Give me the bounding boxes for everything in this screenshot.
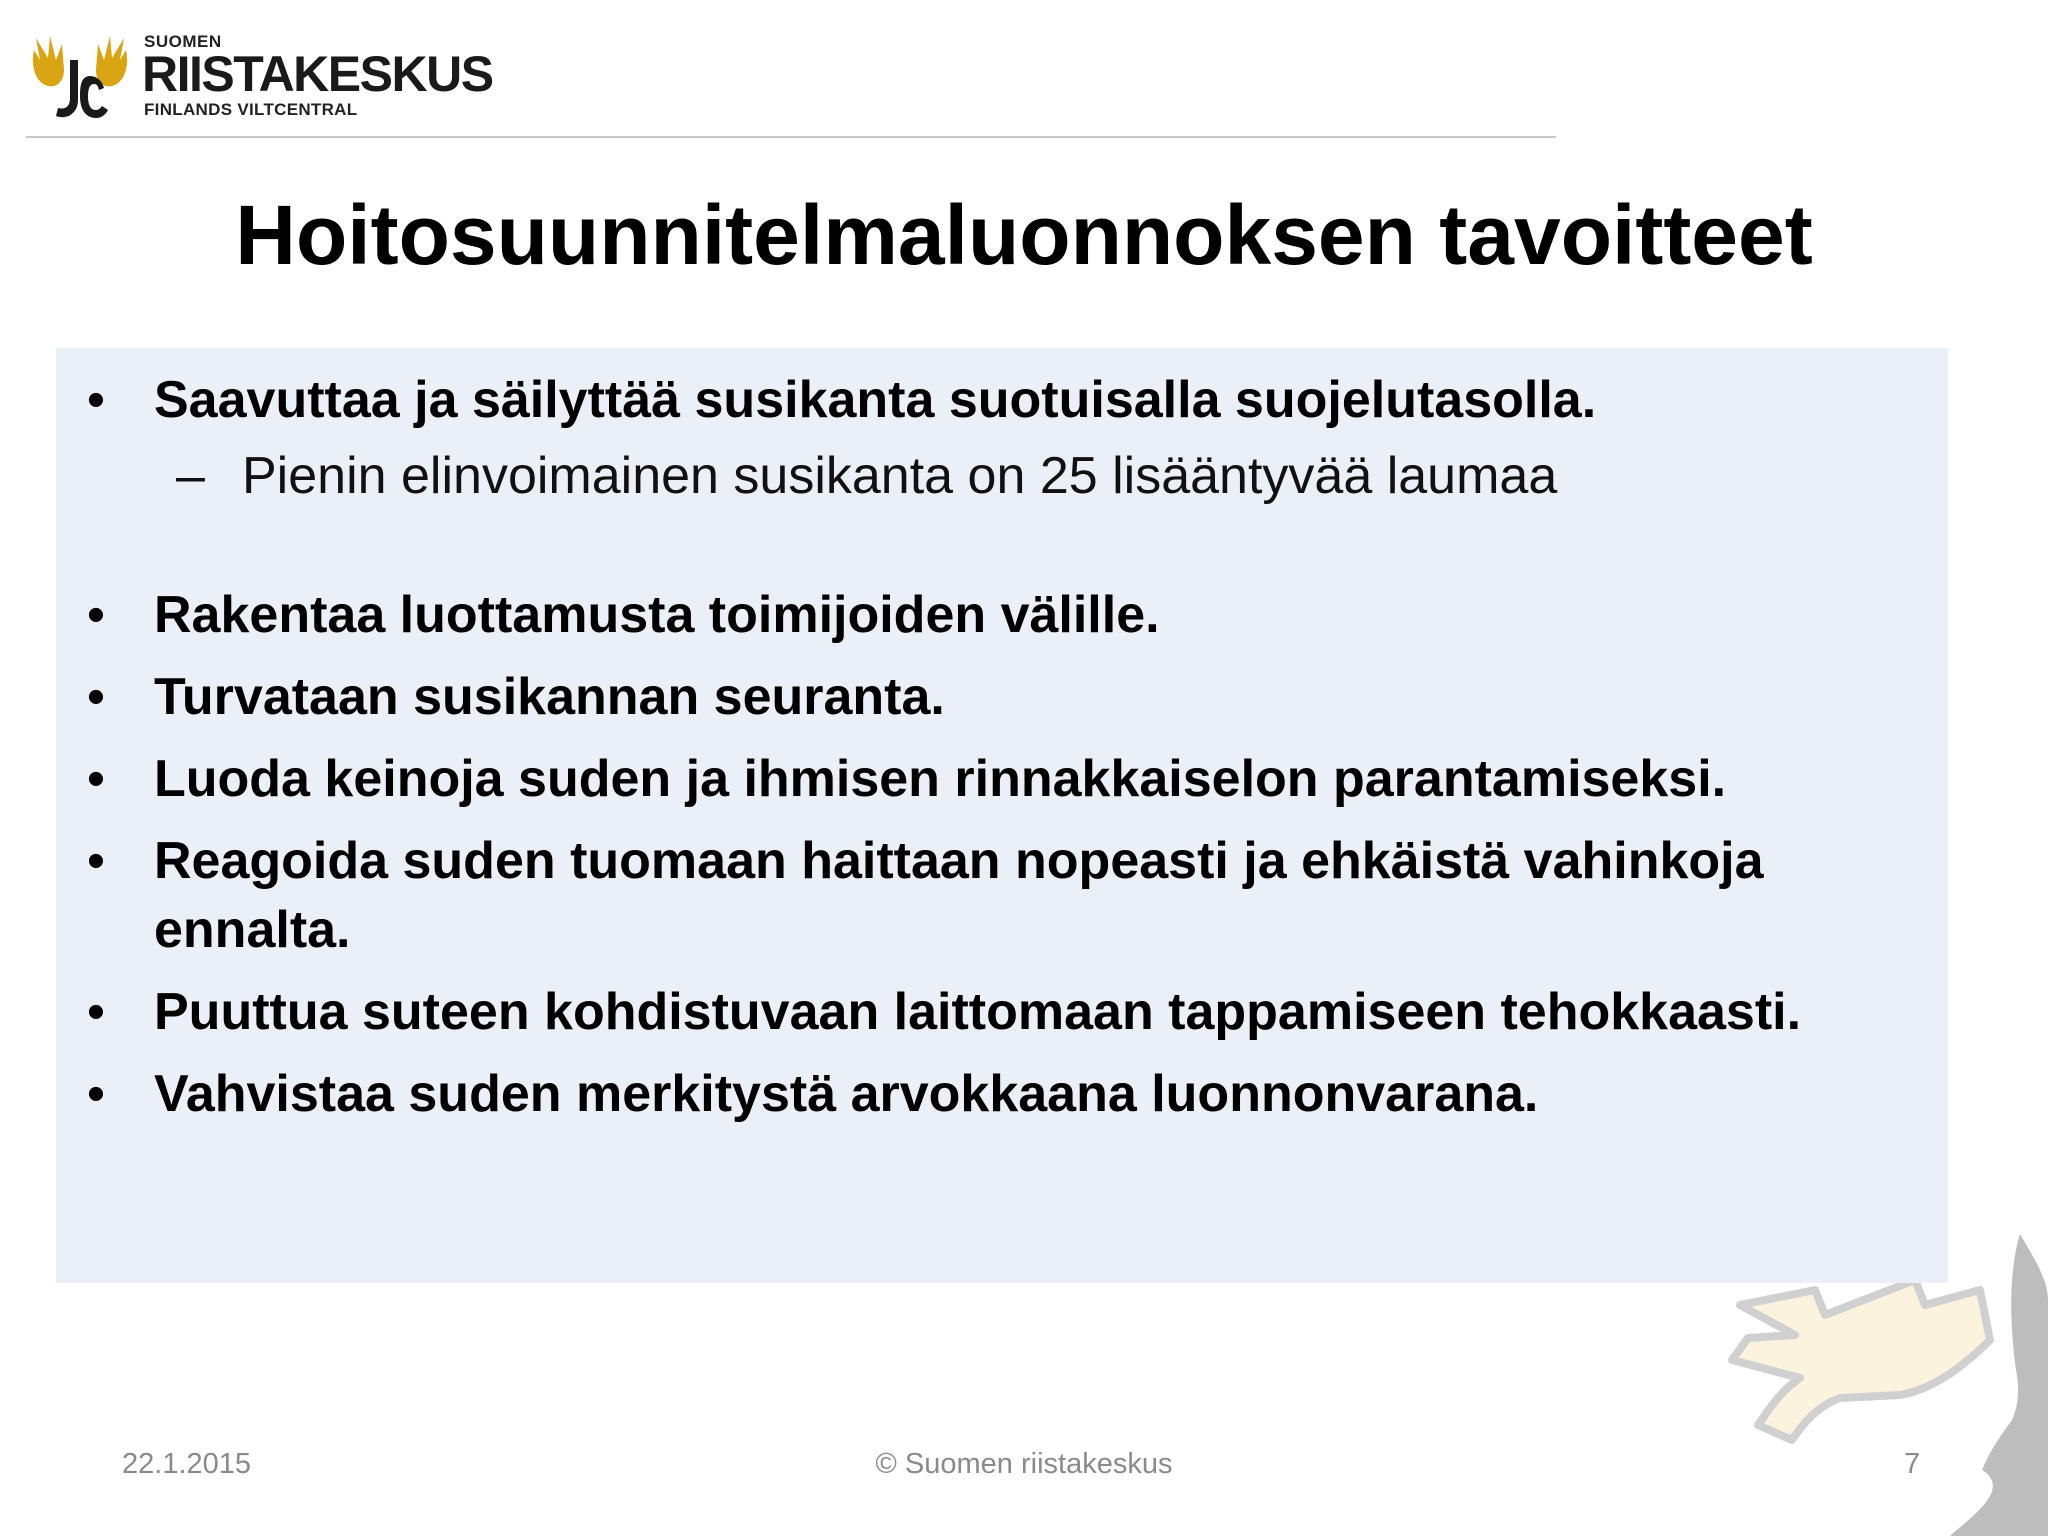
sub-bullet-text: Pienin elinvoimainen susikanta on 25 lisääntyvää laumaa [242,447,1558,505]
footer-copyright: © Suomen riistakeskus [875,1448,1173,1480]
bullet-marker: • [86,832,106,890]
bullet-list [56,366,1948,1142]
organization-logo [26,30,546,122]
slide-title: Hoitosuunnitelmaluonnoksen tavoitteet [235,188,1813,282]
sub-list-item [56,442,1948,511]
bullet-text: Puuttua suteen kohdistuvaan laittomaan tappamiseen tehokkaasti. [154,983,1802,1041]
list-item [56,366,1948,435]
list-item [56,1060,1948,1129]
sub-bullet-marker: – [176,447,205,505]
logo-text-bottom: FINLANDS VILTCENTRAL [144,100,358,119]
antler-logo-icon [26,30,134,122]
bullet-marker: • [86,586,106,644]
list-item [56,978,1948,1047]
content-panel [56,348,1948,1283]
bullet-marker: • [86,1065,106,1123]
bullet-text: Rakentaa luottamusta toimijoiden välille. [154,586,1160,644]
bullet-text: Reagoida suden tuomaan haittaan nopeasti ja ehkäistä vahinkoja ennalta. [154,832,1764,959]
header-divider [26,136,1556,138]
bullet-text: Luoda keinoja suden ja ihmisen rinnakkaiselon parantamiseksi. [154,750,1727,808]
logo-text-top: SUOMEN [144,32,222,51]
page-number: 7 [1904,1448,1921,1480]
list-item [56,745,1948,814]
bullet-text: Vahvistaa suden merkitystä arvokkaana luonnonvarana. [154,1065,1539,1123]
bullet-marker: • [86,668,106,726]
bullet-text: Turvataan susikannan seuranta. [154,668,945,726]
footer-date: 22.1.2015 [122,1448,252,1480]
bullet-marker: • [86,750,106,808]
list-item [56,827,1948,965]
list-item [56,663,1948,732]
bullet-marker: • [86,983,106,1041]
list-item [56,581,1948,650]
bullet-text: Saavuttaa ja säilyttää susikanta suotuisalla suojelutasolla. [154,371,1597,429]
bullet-marker: • [86,371,106,429]
logo-text-main: RIISTAKESKUS [142,46,493,102]
